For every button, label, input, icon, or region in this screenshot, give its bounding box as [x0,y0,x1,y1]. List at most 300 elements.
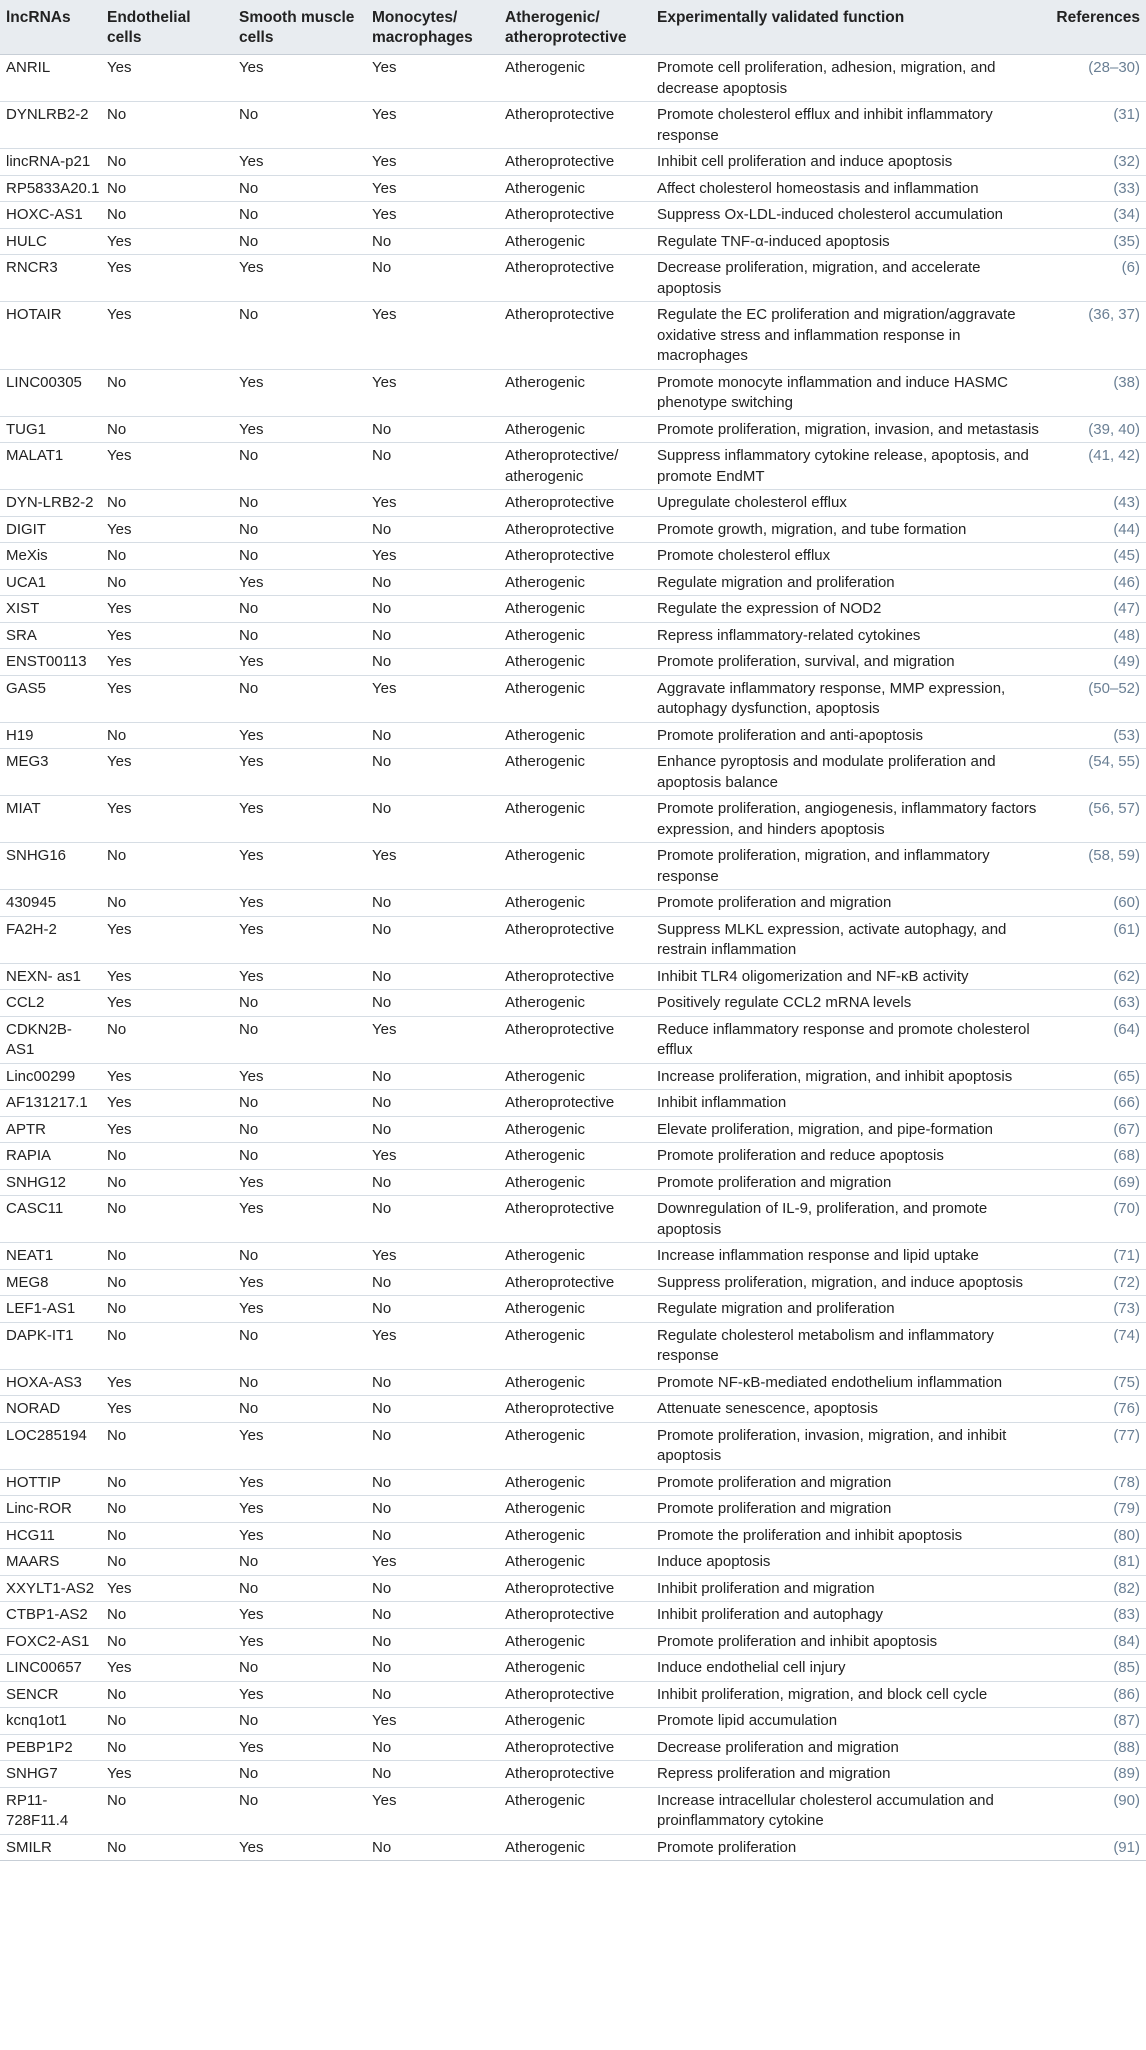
cell-atherogenic: Atheroprotective [505,306,615,323]
cell-lncrna: HOXC-AS1 [6,206,83,223]
cell-endothelial: No [107,1273,127,1291]
cell-monocytes: Yes [372,1247,397,1264]
cell-reference[interactable]: (47) [1113,600,1140,617]
table-row [0,1322,1146,1369]
table-body [0,55,1146,1861]
cell-lncrna: DIGIT [6,520,46,538]
cell-reference[interactable]: (66) [1113,1094,1140,1111]
cell-reference[interactable]: (89) [1113,1765,1140,1782]
cell-endothelial: No [107,1526,127,1544]
cell-endothelial: Yes [107,753,132,770]
cell-smooth-muscle: No [239,1326,259,1344]
cell-lncrna: XIST [6,600,40,617]
cell-atherogenic: Atheroprotective [505,1400,615,1417]
table-row [0,228,1146,255]
cell-lncrna: LINC00657 [6,1659,82,1676]
cell-reference[interactable]: (90) [1113,1791,1140,1809]
table-row [0,1296,1146,1323]
cell-smooth-muscle: Yes [239,800,264,817]
cell-function: Promote proliferation and inhibit apoptosis [657,1632,938,1650]
cell-monocytes: No [372,1120,392,1138]
cell-endothelial: No [107,894,127,911]
cell-atherogenic: Atheroprotective [505,1738,615,1756]
cell-function: Increase inflammation response and lipid uptake [657,1247,979,1264]
cell-reference[interactable]: (45) [1113,547,1140,564]
cell-endothelial: Yes [107,520,132,538]
cell-lncrna: NEAT1 [6,1247,54,1264]
cell-lncrna: MALAT1 [6,447,64,464]
cell-endothelial: No [107,1738,127,1756]
cell-reference[interactable]: (87) [1113,1712,1140,1729]
cell-reference[interactable]: (50–52) [1088,679,1140,697]
cell-endothelial: No [107,1173,127,1191]
cell-function: Promote proliferation [657,1838,797,1856]
table-row [0,1422,1146,1469]
cell-reference[interactable]: (53) [1113,726,1140,744]
cell-function: Suppress inflammatory cytokine release, apoptosis, and promote EndMT [657,447,1029,485]
cell-atherogenic: Atherogenic [505,847,586,864]
cell-function: Promote monocyte inflammation and induce HASMC phenotype switching [657,373,1008,411]
cell-reference[interactable]: (32) [1113,153,1140,170]
cell-smooth-muscle: Yes [239,1426,264,1444]
cell-atherogenic: Atherogenic [505,1473,586,1491]
cell-lncrna: FA2H-2 [6,920,57,938]
cell-atherogenic: Atherogenic [505,1632,586,1650]
cell-reference[interactable]: (31) [1113,106,1140,123]
cell-endothelial: Yes [107,1400,132,1417]
cell-smooth-muscle: Yes [239,59,264,76]
cell-lncrna: NEXN- as1 [6,967,82,985]
cell-reference[interactable]: (82) [1113,1579,1140,1597]
cell-atherogenic: Atherogenic [505,894,586,911]
header-function: Experimentally validated function [651,0,1047,55]
table-row [0,675,1146,722]
cell-lncrna: HOTTIP [6,1473,61,1491]
cell-atherogenic: Atherogenic [505,1326,586,1344]
table-row [0,990,1146,1017]
table-row [0,1116,1146,1143]
cell-atherogenic: Atherogenic [505,653,586,670]
cell-smooth-muscle: Yes [239,1200,264,1217]
cell-endothelial: No [107,106,127,123]
cell-reference[interactable]: (36, 37) [1088,306,1140,323]
table-row [0,1169,1146,1196]
table-row [0,1708,1146,1735]
cell-endothelial: Yes [107,447,132,464]
cell-smooth-muscle: Yes [239,420,264,438]
cell-endothelial: No [107,547,127,564]
table-row [0,416,1146,443]
cell-endothelial: Yes [107,1579,132,1597]
cell-reference[interactable]: (48) [1113,626,1140,644]
cell-reference[interactable]: (79) [1113,1500,1140,1517]
cell-atherogenic: Atherogenic [505,1300,586,1317]
cell-function: Promote lipid accumulation [657,1712,838,1729]
cell-lncrna: PEBP1P2 [6,1738,73,1756]
cell-atherogenic: Atherogenic [505,1712,586,1729]
cell-endothelial: No [107,1685,127,1703]
cell-reference[interactable]: (56, 57) [1088,800,1140,817]
cell-lncrna: MEG8 [6,1273,49,1291]
table-row [0,796,1146,843]
table-row [0,1761,1146,1788]
cell-smooth-muscle: Yes [239,1173,264,1191]
table-row [0,1655,1146,1682]
cell-atherogenic: Atherogenic [505,626,586,644]
cell-endothelial: Yes [107,626,132,644]
cell-endothelial: No [107,1473,127,1491]
cell-lncrna: AF131217.1 [6,1094,88,1111]
cell-atherogenic: Atheroprotective [505,1765,615,1782]
cell-lncrna: RP11-728F11.4 [6,1791,69,1829]
cell-smooth-muscle: No [239,1120,259,1138]
cell-function: Affect cholesterol homeostasis and inflammation [657,179,979,197]
cell-function: Inhibit TLR4 oligomerization and NF-κB activity [657,967,969,985]
cell-function: Promote the proliferation and inhibit apoptosis [657,1526,963,1544]
cell-monocytes: No [372,1067,392,1085]
table-row [0,1196,1146,1243]
cell-reference[interactable]: (78) [1113,1473,1140,1491]
header-smooth-muscle-cells: Smooth muscle cells [233,0,366,55]
cell-reference[interactable]: (68) [1113,1147,1140,1164]
cell-lncrna: H19 [6,726,34,744]
cell-atherogenic: Atheroprotective/ atherogenic [505,447,619,485]
cell-monocytes: Yes [372,306,397,323]
cell-atherogenic: Atheroprotective [505,920,615,938]
cell-monocytes: No [372,1500,392,1517]
cell-reference[interactable]: (43) [1113,494,1140,511]
cell-reference[interactable]: (65) [1113,1067,1140,1085]
cell-reference[interactable]: (74) [1113,1326,1140,1344]
cell-lncrna: CTBP1-AS2 [6,1606,88,1623]
cell-function: Suppress MLKL expression, activate autophagy, and restrain inflammation [657,920,1007,958]
cell-lncrna: ENST00113 [6,653,87,670]
cell-reference[interactable]: (49) [1113,653,1140,670]
cell-atherogenic: Atheroprotective [505,1200,615,1217]
cell-function: Elevate proliferation, migration, and pipe-formation [657,1120,994,1138]
cell-smooth-muscle: No [239,494,259,511]
cell-atherogenic: Atherogenic [505,994,586,1011]
cell-atherogenic: Atherogenic [505,573,586,591]
cell-reference[interactable]: (54, 55) [1088,753,1140,770]
cell-monocytes: No [372,1838,392,1856]
cell-function: Promote proliferation, angiogenesis, inflammatory factors expression, and hinders apoptosis [657,800,1037,838]
cell-endothelial: Yes [107,1067,132,1085]
cell-endothelial: No [107,1200,127,1217]
cell-reference[interactable]: (67) [1113,1120,1140,1138]
cell-lncrna: MAARS [6,1553,60,1570]
cell-function: Promote proliferation and reduce apoptosis [657,1147,944,1164]
cell-function: Decrease proliferation, migration, and accelerate apoptosis [657,259,981,297]
table-row [0,369,1146,416]
cell-reference[interactable]: (44) [1113,520,1140,538]
cell-smooth-muscle: No [239,600,259,617]
cell-monocytes: No [372,1373,392,1391]
cell-monocytes: No [372,420,392,438]
cell-monocytes: No [372,232,392,250]
table-row [0,916,1146,963]
table-row [0,1681,1146,1708]
cell-lncrna: HCG11 [6,1526,55,1544]
cell-smooth-muscle: No [239,1020,259,1038]
cell-smooth-muscle: No [239,1579,259,1597]
cell-function: Promote proliferation and migration [657,1173,892,1191]
cell-smooth-muscle: No [239,1791,259,1809]
cell-smooth-muscle: No [239,106,259,123]
cell-lncrna: 430945 [6,894,57,911]
cell-smooth-muscle: Yes [239,847,264,864]
cell-endothelial: Yes [107,653,132,670]
cell-reference[interactable]: (73) [1113,1300,1140,1317]
table-row [0,1496,1146,1523]
cell-reference[interactable]: (46) [1113,573,1140,591]
cell-atherogenic: Atherogenic [505,1373,586,1391]
cell-reference[interactable]: (91) [1113,1838,1140,1856]
cell-monocytes: Yes [372,847,397,864]
cell-function: Downregulation of IL-9, proliferation, and promote apoptosis [657,1200,988,1238]
table-row [0,1396,1146,1423]
cell-smooth-muscle: Yes [239,1606,264,1623]
cell-reference[interactable]: (88) [1113,1738,1140,1756]
cell-lncrna: DAPK-IT1 [6,1326,74,1344]
cell-monocytes: Yes [372,206,397,223]
cell-smooth-muscle: No [239,1373,259,1391]
cell-smooth-muscle: Yes [239,726,264,744]
cell-endothelial: Yes [107,1120,132,1138]
cell-atherogenic: Atherogenic [505,1426,586,1444]
cell-endothelial: Yes [107,967,132,985]
cell-reference[interactable]: (6) [1121,259,1140,276]
cell-reference[interactable]: (81) [1113,1553,1140,1570]
cell-function: Aggravate inflammatory response, MMP expression, autophagy dysfunction, apoptosis [657,679,1006,717]
cell-monocytes: No [372,1300,392,1317]
cell-smooth-muscle: No [239,547,259,564]
cell-reference[interactable]: (71) [1113,1247,1140,1264]
cell-monocytes: No [372,1579,392,1597]
table-row [0,1243,1146,1270]
cell-function: Promote proliferation, invasion, migration, and inhibit apoptosis [657,1426,1007,1464]
cell-smooth-muscle: No [239,1147,259,1164]
cell-monocytes: No [372,1400,392,1417]
cell-endothelial: No [107,1500,127,1517]
cell-lncrna: HOTAIR [6,306,62,323]
table-row [0,749,1146,796]
cell-endothelial: Yes [107,800,132,817]
cell-smooth-muscle: Yes [239,1473,264,1491]
table-row [0,102,1146,149]
cell-function: Promote proliferation and migration [657,1500,892,1517]
header-lncrnas: lncRNAs [0,0,101,55]
cell-smooth-muscle: No [239,306,259,323]
table-row [0,1834,1146,1861]
cell-endothelial: No [107,726,127,744]
cell-smooth-muscle: No [239,447,259,464]
cell-endothelial: Yes [107,1765,132,1782]
cell-reference[interactable]: (84) [1113,1632,1140,1650]
cell-smooth-muscle: Yes [239,153,264,170]
cell-reference[interactable]: (60) [1113,894,1140,911]
cell-endothelial: No [107,573,127,591]
cell-monocytes: No [372,800,392,817]
cell-monocytes: No [372,573,392,591]
cell-smooth-muscle: Yes [239,1300,264,1317]
cell-reference[interactable]: (86) [1113,1685,1140,1703]
cell-atherogenic: Atheroprotective [505,520,615,538]
cell-smooth-muscle: No [239,179,259,197]
table-row [0,149,1146,176]
cell-atherogenic: Atherogenic [505,1173,586,1191]
cell-reference[interactable]: (58, 59) [1088,847,1140,864]
cell-function: Inhibit proliferation and migration [657,1579,875,1597]
cell-monocytes: No [372,600,392,617]
cell-reference[interactable]: (72) [1113,1273,1140,1291]
cell-smooth-muscle: No [239,232,259,250]
cell-smooth-muscle: Yes [239,1067,264,1085]
table-row [0,543,1146,570]
cell-reference[interactable]: (34) [1113,206,1140,223]
cell-lncrna: TUG1 [6,420,47,438]
cell-lncrna: DYN-LRB2-2 [6,494,94,511]
header-endothelial-cells: Endothelial cells [101,0,233,55]
cell-reference[interactable]: (69) [1113,1173,1140,1191]
cell-reference[interactable]: (75) [1113,1373,1140,1391]
cell-lncrna: RNCR3 [6,259,58,276]
table-row [0,490,1146,517]
cell-reference[interactable]: (41, 42) [1088,447,1140,464]
cell-function: Reduce inflammatory response and promote cholesterol efflux [657,1020,1030,1058]
cell-lncrna: NORAD [6,1400,61,1417]
cell-smooth-muscle: Yes [239,1632,264,1650]
cell-monocytes: Yes [372,153,397,170]
cell-atherogenic: Atheroprotective [505,206,615,223]
cell-reference[interactable]: (38) [1113,373,1140,391]
cell-atherogenic: Atherogenic [505,679,586,697]
cell-monocytes: No [372,1273,392,1291]
cell-monocytes: Yes [372,59,397,76]
cell-function: Promote proliferation, migration, and inflammatory response [657,847,990,885]
table-header-row [0,0,1146,55]
cell-smooth-muscle: No [239,206,259,223]
cell-reference[interactable]: (39, 40) [1088,420,1140,438]
cell-reference[interactable]: (83) [1113,1606,1140,1623]
cell-monocytes: No [372,1200,392,1217]
cell-reference[interactable]: (33) [1113,179,1140,197]
table-row [0,443,1146,490]
cell-lncrna: SMILR [6,1838,52,1856]
cell-smooth-muscle: No [239,1765,259,1782]
cell-reference[interactable]: (62) [1113,967,1140,985]
header-references: References [1047,0,1146,55]
table-row [0,569,1146,596]
cell-monocytes: No [372,1659,392,1676]
cell-reference[interactable]: (64) [1113,1020,1140,1038]
table-row [0,1787,1146,1834]
cell-monocytes: Yes [372,1712,397,1729]
cell-smooth-muscle: Yes [239,259,264,276]
cell-atherogenic: Atherogenic [505,420,586,438]
cell-reference[interactable]: (61) [1113,920,1140,938]
cell-function: Regulate cholesterol metabolism and inflammatory response [657,1326,994,1364]
cell-smooth-muscle: No [239,679,259,697]
cell-endothelial: No [107,1553,127,1570]
cell-function: Suppress proliferation, migration, and induce apoptosis [657,1273,1024,1291]
cell-atherogenic: Atheroprotective [505,1273,615,1291]
header-monocytes-macrophages: Monocytes/ macrophages [366,0,499,55]
cell-function: Enhance pyroptosis and modulate proliferation and apoptosis balance [657,753,996,791]
cell-monocytes: No [372,1173,392,1191]
cell-lncrna: XXYLT1-AS2 [6,1579,95,1597]
cell-reference[interactable]: (28–30) [1088,59,1140,76]
table-row [0,1602,1146,1629]
cell-lncrna: SENCR [6,1685,59,1703]
cell-atherogenic: Atherogenic [505,1500,586,1517]
cell-lncrna: SRA [6,626,37,644]
table-row [0,1090,1146,1117]
cell-atherogenic: Atheroprotective [505,1094,615,1111]
cell-function: Attenuate senescence, apoptosis [657,1400,878,1417]
cell-monocytes: Yes [372,679,397,697]
cell-endothelial: No [107,179,127,197]
cell-smooth-muscle: No [239,1553,259,1570]
table-row [0,1628,1146,1655]
cell-endothelial: No [107,153,127,170]
cell-atherogenic: Atheroprotective [505,259,615,276]
cell-monocytes: Yes [372,1553,397,1570]
cell-atherogenic: Atherogenic [505,179,586,197]
cell-atherogenic: Atheroprotective [505,1020,615,1038]
table-row [0,55,1146,102]
cell-smooth-muscle: No [239,1712,259,1729]
cell-reference[interactable]: (80) [1113,1526,1140,1544]
cell-reference[interactable]: (35) [1113,232,1140,250]
cell-lncrna: RP5833A20.1 [6,179,100,197]
cell-monocytes: No [372,447,392,464]
table-row [0,963,1146,990]
cell-reference[interactable]: (85) [1113,1659,1140,1676]
cell-smooth-muscle: No [239,626,259,644]
cell-reference[interactable]: (76) [1113,1400,1140,1417]
cell-monocytes: No [372,967,392,985]
cell-endothelial: No [107,1838,127,1856]
cell-function: Repress inflammatory-related cytokines [657,626,921,644]
cell-smooth-muscle: No [239,1247,259,1264]
cell-function: Inhibit proliferation, migration, and block cell cycle [657,1685,988,1703]
cell-atherogenic: Atherogenic [505,600,586,617]
cell-smooth-muscle: No [239,1400,259,1417]
cell-function: Inhibit proliferation and autophagy [657,1606,883,1623]
cell-function: Decrease proliferation and migration [657,1738,899,1756]
cell-reference[interactable]: (70) [1113,1200,1140,1217]
cell-function: Promote growth, migration, and tube formation [657,520,967,538]
cell-monocytes: No [372,753,392,770]
cell-reference[interactable]: (77) [1113,1426,1140,1444]
table-row [0,202,1146,229]
table-row [0,722,1146,749]
cell-smooth-muscle: Yes [239,1273,264,1291]
cell-monocytes: No [372,894,392,911]
cell-function: Regulate migration and proliferation [657,573,895,591]
cell-lncrna: MIAT [6,800,41,817]
cell-endothelial: No [107,1300,127,1317]
cell-reference[interactable]: (63) [1113,994,1140,1011]
cell-monocytes: Yes [372,106,397,123]
cell-endothelial: No [107,1606,127,1623]
cell-endothelial: No [107,1712,127,1729]
cell-endothelial: No [107,1791,127,1809]
cell-smooth-muscle: Yes [239,1738,264,1756]
cell-monocytes: No [372,1738,392,1756]
cell-endothelial: No [107,494,127,511]
